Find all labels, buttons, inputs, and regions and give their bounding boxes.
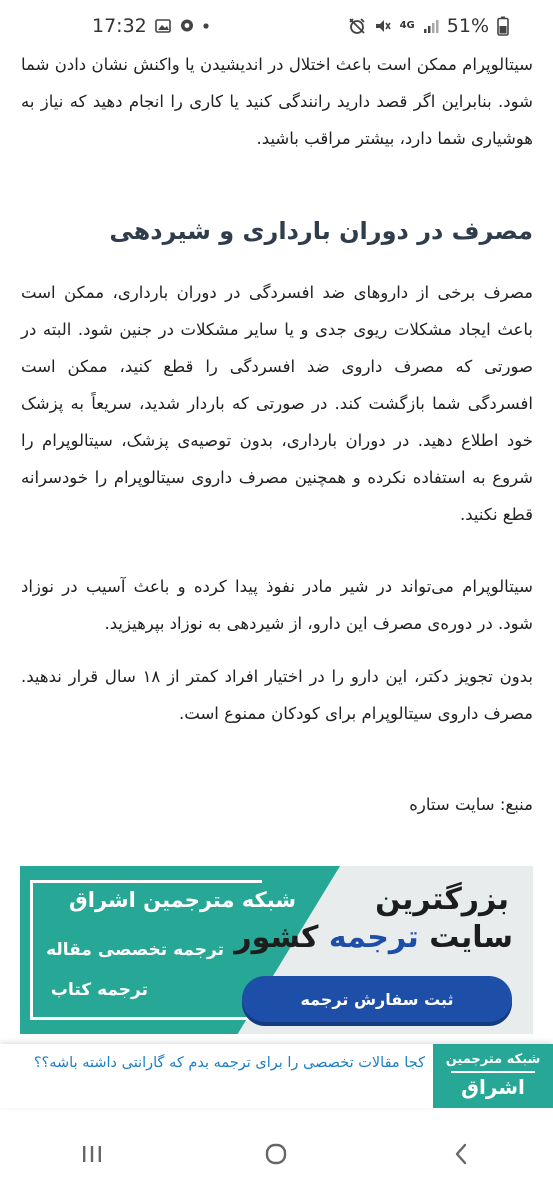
intro-paragraph: سیتالوپرام ممکن است باعث اختلال در اندیشیدن یا واکنش نشان دادن شما شود. بنابراین اگر قصد دارید رانندگی کنید یا کاری را انجام دهید که نیاز به هوشیاری شما دارد، بیشتر مراقب باشید. [21, 55, 533, 148]
battery-icon [497, 16, 509, 36]
back-icon [453, 1142, 469, 1170]
message-icon [179, 18, 195, 34]
dot-icon [203, 23, 209, 29]
ad-headline-1: بزرگترین [375, 882, 509, 917]
battery-percent: 51% [446, 15, 489, 37]
sticky-logo-line1: شبکه مترجمین [445, 1052, 541, 1067]
recent-apps-button[interactable] [62, 1131, 122, 1181]
mute-icon [374, 17, 392, 35]
source-line: منبع: سایت ستاره [409, 795, 533, 814]
alarm-off-icon [348, 17, 366, 35]
ad-headline-2-accent: ترجمه [328, 920, 419, 955]
network-type: 4G [399, 20, 415, 31]
pregnancy-paragraph: مصرف برخی از داروهای ضد افسردگی در دوران بارداری، ممکن است باعث ایجاد مشکلات ریوی جدی و یا سایر مشکلات در جنین شود. البته در صورتی که مصرف داروی ضد افسردگی را قطع کنید، ممکن است افسردگی شما بازگشت کند. در صورتی که باردار شدید، سریعاً به پزشک خود اطلاع دهید. در دوران بارداری، بدون توصیه‌ی پزشک، سیتالوپرام را شروع به استفاده نکرده و همچنین مصرف داروی سیتالوپرام را خودسرانه قطع نکنید. [21, 283, 533, 524]
ad-banner[interactable] [20, 866, 533, 1034]
home-icon [264, 1142, 288, 1170]
sticky-logo-line2: اشراق [451, 1071, 535, 1099]
ad-headline-2-prefix: سایت [429, 920, 513, 955]
ad-company-name: شبکه مترجمین اشراق [68, 888, 296, 912]
ad-service-book: ترجمه کتاب [50, 980, 148, 1000]
ad-service-article: ترجمه تخصصی مقاله [46, 940, 224, 960]
status-right [348, 15, 509, 37]
breastfeeding-paragraph: سیتالوپرام می‌تواند در شیر مادر نفوذ پیدا کرده و باعث آسیب در نوزاد شود. در دوره‌ی مصرف این دارو، از شیردهی به نوزاد بپرهیزید. [21, 577, 533, 633]
sticky-link-text[interactable]: کجا مقالات تخصصی را برای ترجمه بدم که گارانتی داشته باشه؟؟ [33, 1055, 425, 1071]
signal-icon [423, 18, 439, 34]
ad-headline-2-suffix: کشور [234, 920, 319, 955]
sticky-notice[interactable] [0, 1044, 553, 1108]
gallery-icon [155, 19, 171, 33]
home-button[interactable] [246, 1131, 306, 1181]
status-left [92, 15, 209, 37]
back-button[interactable] [431, 1131, 491, 1181]
status-bar [0, 0, 553, 52]
recent-apps-icon [81, 1144, 103, 1168]
ad-headline-2 [234, 920, 513, 955]
order-translation-button[interactable]: ثبت سفارش ترجمه [242, 976, 512, 1022]
section-heading: مصرف در دوران بارداری و شیردهی [109, 217, 533, 245]
sticky-logo[interactable] [433, 1044, 553, 1108]
navigation-bar [0, 1112, 553, 1200]
status-time: 17:32 [92, 15, 147, 37]
children-paragraph: بدون تجویز دکتر، این دارو را در اختیار افراد کمتر از ۱۸ سال قرار ندهید. مصرف داروی سیتالوپرام برای کودکان ممنوع است. [21, 667, 533, 723]
